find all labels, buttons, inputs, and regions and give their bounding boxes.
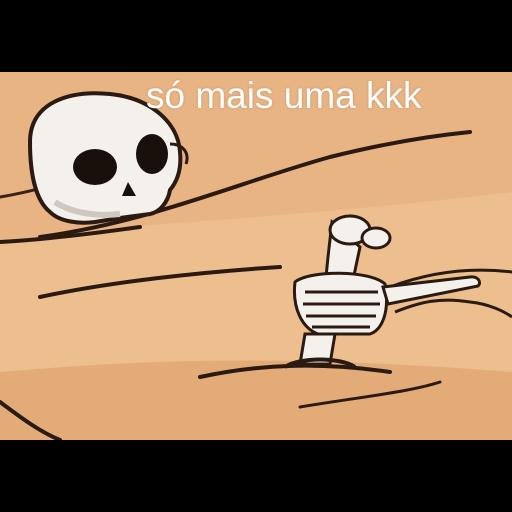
meme-caption: só mais uma kkk (146, 75, 422, 116)
meme-scene (0, 72, 512, 440)
desert-illustration (0, 72, 512, 440)
sand-dune-front (0, 360, 512, 440)
skull-eye-left (73, 149, 117, 185)
skull-eye-right (136, 134, 168, 174)
skeleton-bone-knob-2 (362, 228, 390, 248)
